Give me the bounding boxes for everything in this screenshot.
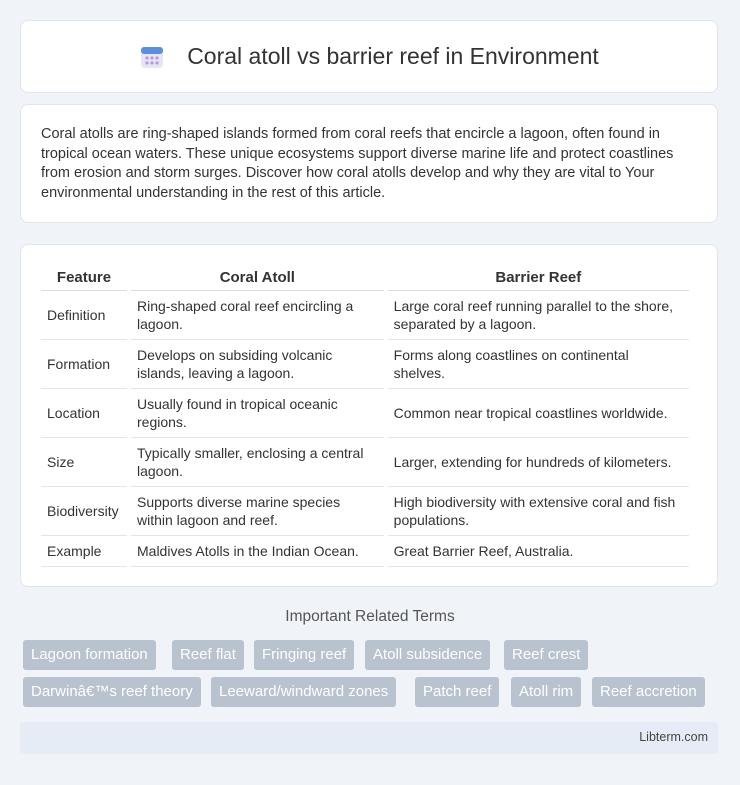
table-cell: Maldives Atolls in the Indian Ocean. bbox=[131, 536, 384, 567]
table-cell: Supports diverse marine species within lagoon and reef. bbox=[131, 487, 384, 536]
footer bbox=[20, 722, 718, 754]
intro-card bbox=[20, 104, 718, 223]
table-row bbox=[41, 487, 689, 536]
table-cell: Ring-shaped coral reef encircling a lagoon. bbox=[131, 291, 384, 340]
term-tag[interactable]: Leeward/windward zones bbox=[211, 677, 396, 707]
term-tag[interactable]: Patch reef bbox=[415, 677, 499, 707]
row-label: Location bbox=[41, 389, 127, 438]
calendar-icon bbox=[139, 44, 165, 70]
term-tag[interactable]: Reef accretion bbox=[592, 677, 705, 707]
title-card bbox=[20, 20, 718, 93]
term-tag[interactable]: Reef crest bbox=[504, 640, 588, 670]
row-label: Size bbox=[41, 438, 127, 487]
table-cell: Common near tropical coastlines worldwide. bbox=[388, 389, 689, 438]
term-tag[interactable]: Fringing reef bbox=[254, 640, 354, 670]
table-cell: High biodiversity with extensive coral and fish populations. bbox=[388, 487, 689, 536]
comparison-card bbox=[20, 244, 718, 587]
intro-text: Coral atolls are ring-shaped islands formed from coral reefs that encircle a lagoon, often found in tropical ocean waters. These unique ecosystems support diverse marine life and protect coastlines from erosion and storm surges. Discover how coral atolls develop and why they are vital to Your environmental understanding in the rest of this article. bbox=[41, 126, 674, 201]
table-row bbox=[41, 340, 689, 389]
term-tag[interactable]: Atoll subsidence bbox=[365, 640, 490, 670]
table-row bbox=[41, 389, 689, 438]
column-header-coral-atoll: Coral Atoll bbox=[131, 265, 384, 291]
footer-site-link[interactable]: Libterm.com bbox=[639, 730, 708, 744]
row-label: Formation bbox=[41, 340, 127, 389]
term-tag[interactable]: Lagoon formation bbox=[23, 640, 156, 670]
page-title: Coral atoll vs barrier reef in Environment bbox=[187, 43, 599, 69]
row-label: Definition bbox=[41, 291, 127, 340]
table-cell: Typically smaller, enclosing a central lagoon. bbox=[131, 438, 384, 487]
term-tag[interactable]: Reef flat bbox=[172, 640, 244, 670]
row-label: Example bbox=[41, 536, 127, 567]
related-terms-heading: Important Related Terms bbox=[285, 608, 455, 625]
table-cell: Usually found in tropical oceanic regions. bbox=[131, 389, 384, 438]
table-row bbox=[41, 291, 689, 340]
column-header-feature: Feature bbox=[41, 265, 127, 291]
table-cell: Develops on subsiding volcanic islands, leaving a lagoon. bbox=[131, 340, 384, 389]
table-cell: Larger, extending for hundreds of kilometers. bbox=[388, 438, 689, 487]
table-cell: Forms along coastlines on continental shelves. bbox=[388, 340, 689, 389]
table-cell: Great Barrier Reef, Australia. bbox=[388, 536, 689, 567]
term-tag[interactable]: Darwinâ€™s reef theory bbox=[23, 677, 201, 707]
comparison-table bbox=[37, 265, 693, 567]
table-cell: Large coral reef running parallel to the shore, separated by a lagoon. bbox=[388, 291, 689, 340]
table-row bbox=[41, 438, 689, 487]
column-header-barrier-reef: Barrier Reef bbox=[388, 265, 689, 291]
table-row bbox=[41, 536, 689, 567]
term-tag[interactable]: Atoll rim bbox=[511, 677, 581, 707]
row-label: Biodiversity bbox=[41, 487, 127, 536]
